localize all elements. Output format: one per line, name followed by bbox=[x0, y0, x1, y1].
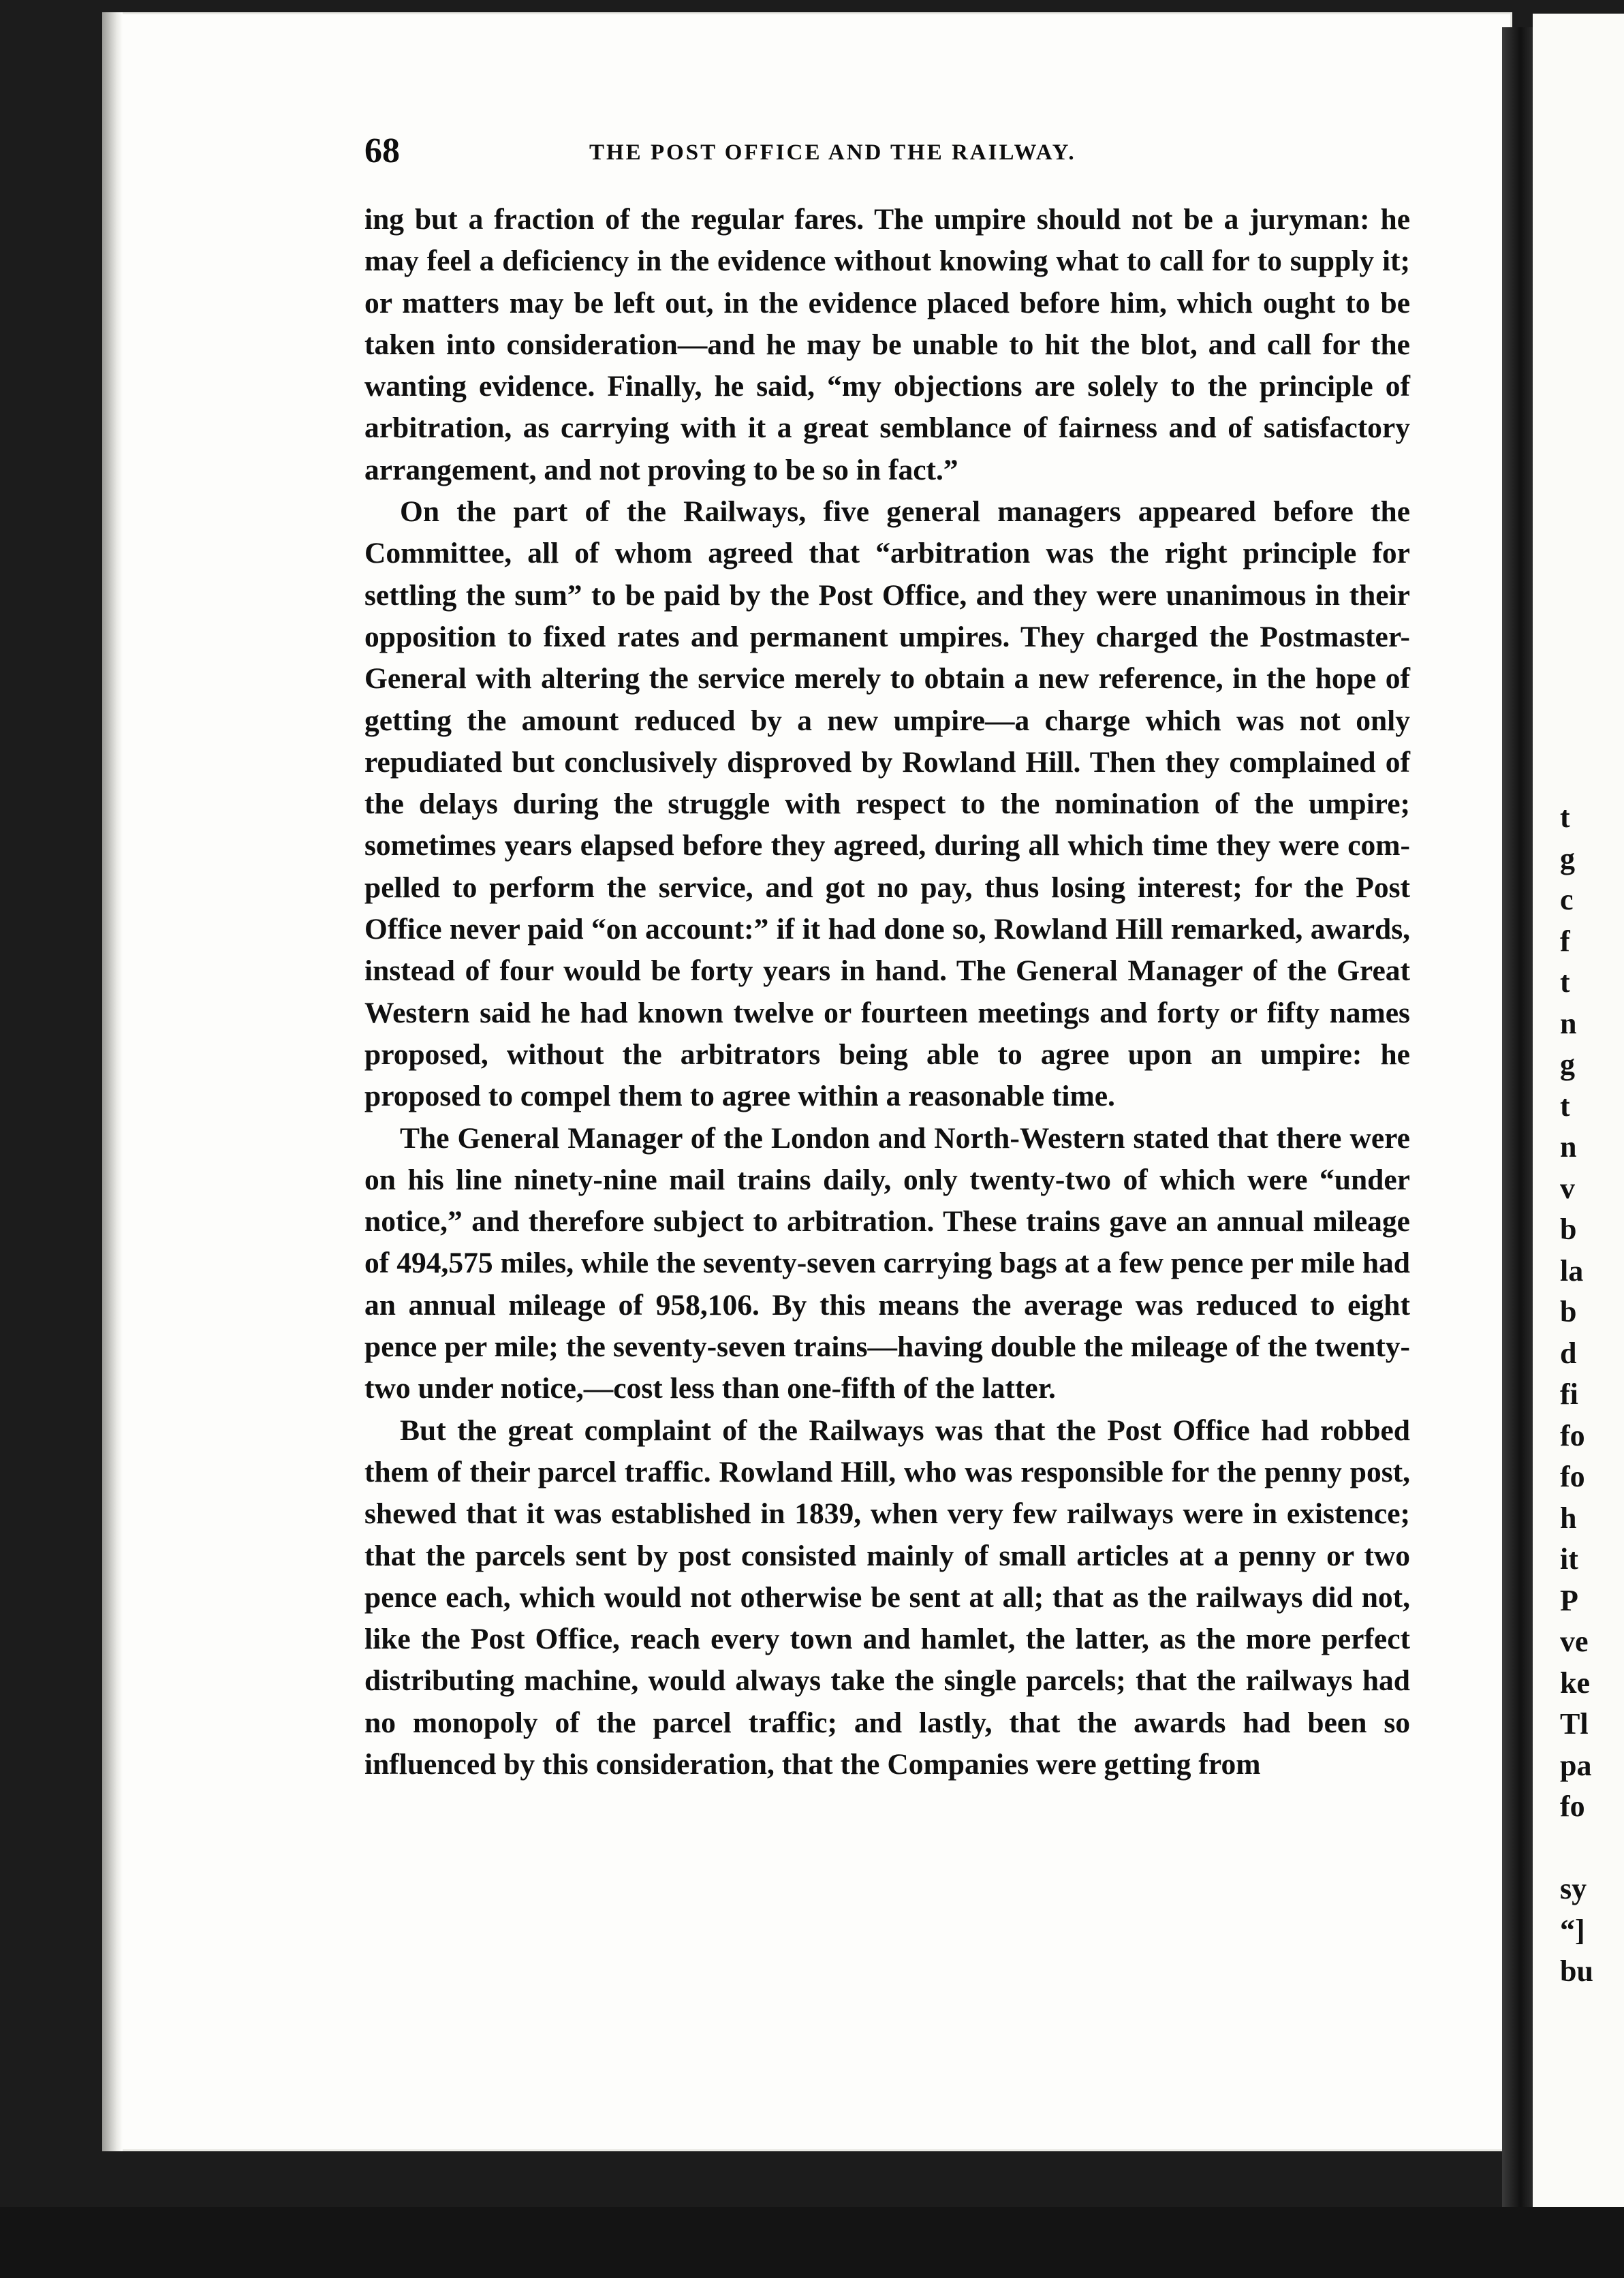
paragraph-continued: ing but a fraction of the regular fares. The umpire should not be a juryman: he may feel a deficiency in the evidence without knowing what to call for to supply it; or matters may be left out, in the evidence placed before him, which ought to be taken into consideration—and he may be unable to hit the blot, and call for the wanting evidence. Finally, he said, “my objections are solely to the principle of arbitration, as carrying with it a great semblance of fairness and of satisfactory arrangement, and not proving to be so in fact.” bbox=[364, 203, 1410, 486]
facing-page-fragment: ke bbox=[1560, 1666, 1590, 1700]
facing-page-fragment: P bbox=[1560, 1583, 1578, 1617]
running-head: THE POST OFFICE AND THE RAILWAY. bbox=[589, 140, 1076, 165]
facing-page-fragment: fo bbox=[1560, 1790, 1585, 1823]
facing-page-fragment: bu bbox=[1560, 1954, 1593, 1988]
facing-page-fragment: it bbox=[1560, 1542, 1578, 1576]
page-number: 68 bbox=[364, 131, 400, 170]
paragraph: On the part of the Railways, five general managers appeared before the Committee, all of whom agreed that “arbitration was the right principle for settling the sum” to be paid by the Post Office, and they were unanimous in their opposition to fixed rates and permanent umpires. They charged the Postmaster-General with altering the service merely to obtain a new reference, in the hope of getting the amount reduced by a new umpire—a charge which was not only repudiated but conclusively disproved by Rowland Hill. Then they complained of the delays during the struggle with respect to the nomination of the umpire; sometimes years elapsed before they agreed, during all which time they were compelled to perform the service, and got no pay, thus losing interest; for the Post Office never paid “on account:” if it had done so, Rowland Hill remarked, awards, instead of four would be forty years in hand. The General Manager of the Great Western said he had known twelve or fourteen meetings and forty or fifty names proposed, without the arbitrators being able to agree upon an umpire: he proposed to compel them to agree within a reasonable time. bbox=[364, 495, 1410, 1113]
facing-page-fragment: Tl bbox=[1560, 1707, 1589, 1741]
facing-page-fragment: sy bbox=[1560, 1872, 1587, 1905]
facing-page-fragment bbox=[1560, 1828, 1621, 1869]
facing-page-fragment: v bbox=[1560, 1171, 1575, 1205]
facing-page-fragment: fi bbox=[1560, 1377, 1578, 1411]
paragraph: But the great complaint of the Railways was that the Post Office had robbed them of their parcel traffic. Rowland Hill, who was responsible for the penny post, shewed that it was established in 1839, when very few railways were in existence; that the parcels sent by post consisted mainly of small articles at a penny or two pence each, which would not otherwise be sent at all; that as the railways did not, like the Post Office, reach every town and hamlet, the latter, as the more perfect distributing machine, would always take the single parcels; that the railways had no monopoly of the parcel traffic; and lastly, that the awards had been so influenced by this consideration, that the Companies were getting from bbox=[364, 1414, 1410, 1781]
page-edge-shadow bbox=[1502, 27, 1533, 2248]
facing-page-fragment: f bbox=[1560, 924, 1570, 958]
facing-page-fragment: la bbox=[1560, 1253, 1584, 1288]
facing-page-fragment: n bbox=[1560, 1006, 1577, 1040]
facing-page-fragment: t bbox=[1560, 1089, 1570, 1123]
facing-page-fragment: t bbox=[1560, 800, 1570, 834]
page-gutter-edge bbox=[102, 12, 123, 2151]
facing-page-fragment: t bbox=[1560, 965, 1570, 999]
facing-page-fragment: g bbox=[1560, 1048, 1575, 1081]
facing-page-fragment: n bbox=[1560, 1130, 1577, 1164]
facing-page-fragment: h bbox=[1560, 1501, 1577, 1535]
page-header bbox=[364, 131, 1410, 172]
facing-page-fragment: c bbox=[1560, 883, 1574, 916]
facing-page-fragment: fo bbox=[1560, 1418, 1585, 1452]
facing-page-fragment: g bbox=[1560, 841, 1575, 875]
body-text bbox=[364, 199, 1410, 1785]
facing-page-fragment: ve bbox=[1560, 1625, 1589, 1658]
facing-page-fragment: pa bbox=[1560, 1748, 1592, 1782]
paragraph: The General Manager of the London and North-Western stated that there were on his line ninety-nine mail trains daily, only twenty-two of which were “under notice,” and therefore subject to arbitration. These trains gave an annual mileage of 494,575 miles, while the seventy-seven carrying bags at a few pence per mile had an annual mileage of 958,106. By this means the average was reduced to eight pence per mile; the seventy-seven trains—having double the mileage of the twenty-two under notice,—cost less than one-fifth of the latter. bbox=[364, 1121, 1410, 1405]
facing-page-fragment: d bbox=[1560, 1336, 1577, 1370]
facing-page-fragment: fo bbox=[1560, 1460, 1585, 1493]
facing-page-fragment: b bbox=[1560, 1213, 1577, 1246]
facing-page-text-fragments bbox=[1560, 797, 1621, 1993]
scan-bottom-border bbox=[0, 2207, 1624, 2278]
facing-page-fragment: b bbox=[1560, 1295, 1577, 1328]
facing-page-fragment: “] bbox=[1560, 1913, 1585, 1947]
